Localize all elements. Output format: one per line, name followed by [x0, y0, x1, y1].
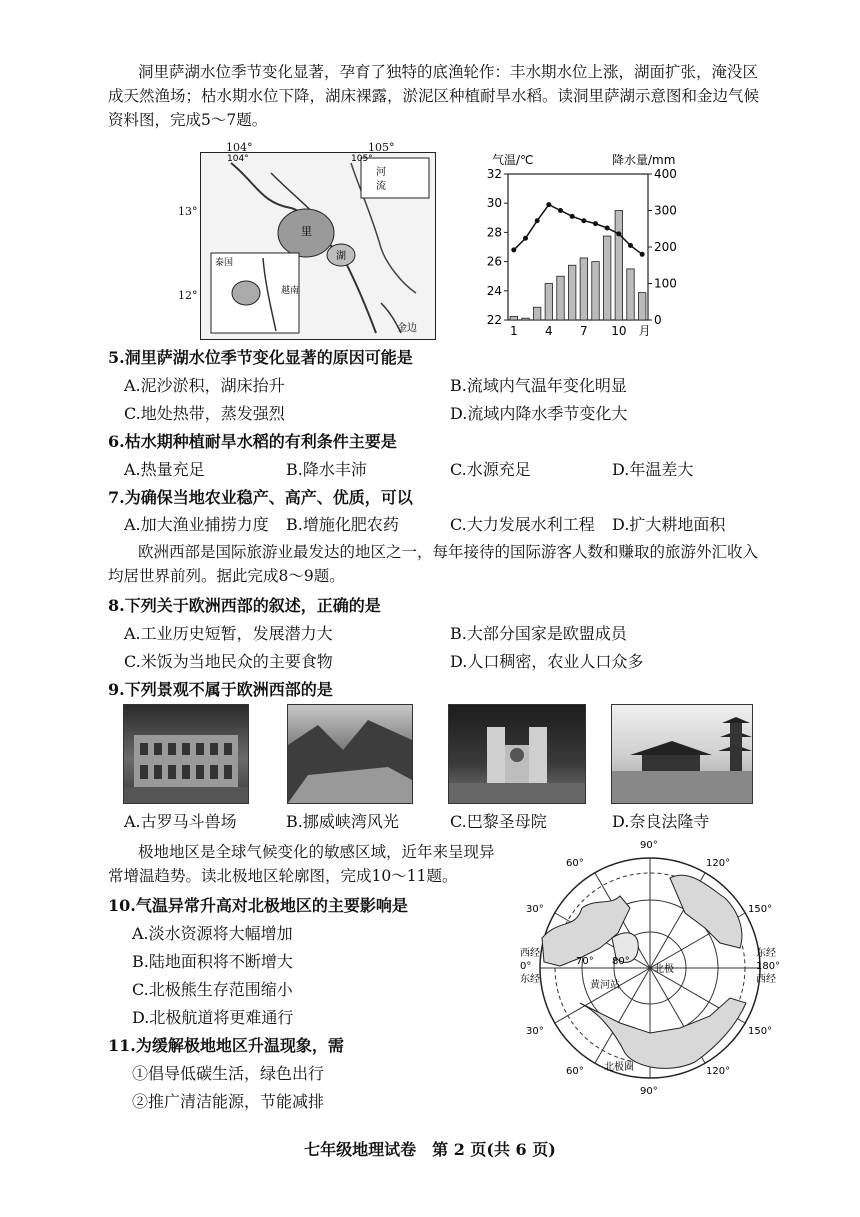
polar-label-east-2: 东经	[756, 948, 776, 959]
q8-option-a[interactable]: A.工业历史短暂，发展潜力大	[124, 624, 333, 643]
photo-colosseum[interactable]	[123, 704, 249, 804]
q11-stem: 11.为缓解极地地区升温现象，需	[108, 1036, 344, 1055]
page-footer: 七年级地理试卷 第 2 页(共 6 页)	[304, 1140, 556, 1159]
temperature-point-5	[558, 208, 563, 213]
polar-label-70: 70°	[576, 956, 594, 967]
polar-label-120-top: 120°	[706, 858, 731, 869]
horyuji-image	[612, 705, 752, 803]
polar-label-30-left: 30°	[526, 904, 544, 915]
q8-option-d[interactable]: D.人口稠密，农业人口众多	[450, 652, 644, 671]
q5-option-b[interactable]: B.流域内气温年变化明显	[450, 376, 627, 395]
photo-notre-dame[interactable]	[448, 704, 586, 804]
q7-option-a[interactable]: A.加大渔业捕捞力度	[124, 515, 269, 534]
chart-ylabel-left: 气温/℃	[492, 153, 534, 167]
polar-label-180: 180°	[756, 961, 780, 972]
left-tick-label: 28	[486, 225, 502, 240]
inset-label: 泰国	[215, 258, 234, 268]
intro-paragraph-1: 洞里萨湖水位季节变化显著，孕育了独特的底渔轮作：丰水期水位上涨，湖面扩张，淹没区成天然渔场；枯水期水位下降，湖床裸露，淤泥区种植耐旱水稻。读洞里萨湖示意图和金边气候资料图，完成5～7题。	[108, 63, 760, 129]
q6-option-c[interactable]: C.水源充足	[450, 460, 531, 479]
temperature-point-3	[535, 218, 540, 223]
q5-option-c[interactable]: C.地处热带，蒸发强烈	[124, 404, 285, 423]
inset-label-2: 越南	[281, 286, 300, 296]
x-unit-label: 月	[638, 324, 651, 338]
precip-bar-3	[533, 307, 540, 320]
map-lon-104: 104°	[226, 141, 253, 154]
polar-label-station: 黄河站	[590, 980, 620, 991]
q6-option-b[interactable]: B.降水丰沛	[286, 460, 367, 479]
lake-label: 里	[301, 225, 312, 238]
polar-label-150-right: 150°	[748, 904, 773, 915]
precip-bar-11	[627, 269, 634, 320]
x-tick-label: 4	[545, 324, 553, 338]
polar-label-120-bottom: 120°	[706, 1066, 731, 1077]
temperature-point-8	[593, 221, 598, 226]
fjord-image	[288, 705, 412, 803]
q11-option-2[interactable]: ②推广清洁能源，节能减排	[132, 1092, 325, 1111]
chart-ylabel-right: 降水量/mm	[612, 153, 676, 167]
q9-stem: 9.下列景观不属于欧洲西部的是	[108, 680, 333, 699]
q6-option-d[interactable]: D.年温差大	[612, 460, 694, 479]
q10-option-a[interactable]: A.淡水资源将大幅增加	[132, 924, 293, 943]
left-tick-label: 26	[486, 254, 502, 269]
q6-option-a[interactable]: A.热量充足	[124, 460, 205, 479]
polar-label-bottom: 90°	[640, 1086, 658, 1097]
polar-label-west: 西经	[520, 948, 540, 959]
right-tick-label: 0	[654, 313, 662, 327]
legend-flow: 流	[376, 181, 386, 192]
notre-dame-image	[449, 705, 585, 803]
temperature-point-4	[546, 202, 551, 207]
precip-bar-4	[545, 284, 552, 321]
polar-label-circle: 北极圈	[604, 1062, 634, 1073]
q11-option-1[interactable]: ①倡导低碳生活，绿色出行	[132, 1064, 325, 1083]
right-tick-label: 100	[654, 276, 677, 291]
city-label: 金边	[397, 323, 417, 334]
q5-option-a[interactable]: A.泥沙淤积，湖床抬升	[124, 376, 285, 395]
photo-norway-fjord[interactable]	[287, 704, 413, 804]
q9-option-d[interactable]: D.奈良法隆寺	[612, 812, 710, 831]
colosseum-image	[124, 705, 248, 803]
q6-stem: 6.枯水期种植耐旱水稻的有利条件主要是	[108, 432, 397, 451]
climate-chart	[470, 148, 700, 348]
q9-option-a[interactable]: A.古罗马斗兽场	[124, 812, 237, 831]
temperature-point-1	[511, 247, 516, 252]
q5-option-d[interactable]: D.流域内降水季节变化大	[450, 404, 628, 423]
precip-bar-5	[557, 276, 564, 320]
q10-option-b[interactable]: B.陆地面积将不断增大	[132, 952, 293, 971]
tonle-sap-map	[200, 152, 436, 340]
q9-option-c[interactable]: C.巴黎圣母院	[450, 812, 547, 831]
map-lat-12: 12°	[178, 289, 198, 302]
polar-label-60-bottom: 60°	[566, 1066, 584, 1077]
q9-option-b[interactable]: B.挪威峡湾风光	[286, 812, 399, 831]
temperature-point-12	[640, 252, 645, 257]
map-lon-105: 105°	[368, 141, 395, 154]
polar-label-top: 90°	[640, 840, 658, 851]
polar-label-150-bottom: 150°	[748, 1026, 773, 1037]
precip-bar-10	[615, 211, 622, 321]
q7-option-b[interactable]: B.增施化肥农药	[286, 515, 399, 534]
temperature-point-11	[628, 243, 633, 248]
polar-label-60-top: 60°	[566, 858, 584, 869]
precip-bar-7	[580, 258, 587, 320]
precip-bar-1	[510, 316, 517, 320]
precip-bar-8	[592, 262, 599, 320]
x-tick-label: 7	[580, 324, 588, 338]
x-tick-label: 10	[611, 324, 627, 338]
q10-stem: 10.气温异常升高对北极地区的主要影响是	[108, 896, 408, 915]
polar-label-west-2: 西经	[756, 974, 776, 985]
intro-paragraph-2: 欧洲西部是国际旅游业最发达的地区之一，每年接待的国际游客人数和赚取的旅游外汇收入均居世界前列。据此完成8～9题。	[108, 543, 759, 585]
temperature-point-2	[523, 236, 528, 241]
right-tick-label: 300	[654, 203, 677, 218]
precip-bar-9	[603, 236, 610, 320]
precip-bar-2	[522, 318, 529, 320]
precip-bar-6	[568, 265, 575, 320]
left-tick-label: 22	[486, 313, 502, 327]
q8-option-c[interactable]: C.米饭为当地民众的主要食物	[124, 652, 333, 671]
polar-label-east: 东经	[520, 974, 540, 985]
polar-label-pole: 北极	[654, 964, 674, 975]
temperature-point-9	[605, 226, 610, 231]
temperature-point-10	[616, 231, 621, 236]
intro-paragraph-3: 极地地区是全球气候变化的敏感区域，近年来呈现异常增温趋势。读北极地区轮廓图，完成10～11题。	[108, 843, 495, 885]
precip-bar-12	[638, 293, 645, 320]
arctic-map	[520, 838, 780, 1098]
lon-label-104: 104°	[227, 154, 249, 164]
q7-stem: 7.为确保当地农业稳产、高产、优质，可以	[108, 488, 413, 507]
q7-option-d[interactable]: D.扩大耕地面积	[612, 515, 726, 534]
polar-label-80: 80°	[612, 956, 630, 967]
legend-river: 河	[376, 167, 386, 178]
temperature-point-7	[581, 218, 586, 223]
right-tick-label: 400	[654, 167, 677, 181]
polar-label-30-bottom: 30°	[526, 1026, 544, 1037]
x-tick-label: 1	[510, 324, 518, 338]
left-tick-label: 24	[486, 283, 502, 298]
lake-label-2: 湖	[336, 251, 346, 262]
q8-stem: 8.下列关于欧洲西部的叙述，正确的是	[108, 596, 381, 615]
map-lat-13: 13°	[178, 205, 198, 218]
polar-label-0: 0°	[520, 961, 532, 972]
q10-option-d[interactable]: D.北极航道将更难通行	[132, 1008, 294, 1027]
tonle-sap-map-svg	[201, 153, 435, 339]
left-tick-label: 30	[486, 196, 502, 211]
lon-label-105: 105°	[351, 154, 373, 164]
q10-option-c[interactable]: C.北极熊生存范围缩小	[132, 980, 293, 999]
right-tick-label: 200	[654, 240, 677, 254]
temperature-point-6	[570, 214, 575, 219]
q7-option-c[interactable]: C.大力发展水利工程	[450, 515, 595, 534]
q5-stem: 5.洞里萨湖水位季节变化显著的原因可能是	[108, 348, 413, 367]
photo-horyuji[interactable]	[611, 704, 753, 804]
left-tick-label: 32	[486, 167, 502, 181]
q8-option-b[interactable]: B.大部分国家是欧盟成员	[450, 624, 627, 643]
